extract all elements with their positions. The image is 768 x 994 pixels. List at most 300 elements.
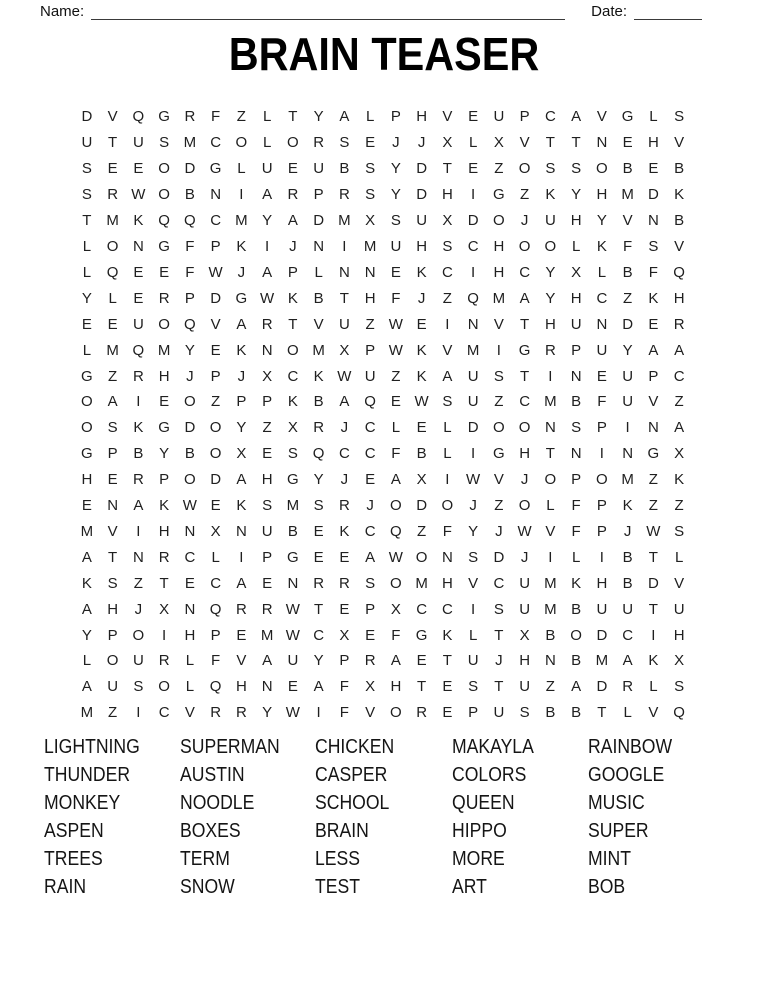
- grid-letter[interactable]: T: [288, 108, 298, 126]
- grid-letter[interactable]: N: [622, 445, 634, 463]
- grid-letter[interactable]: W: [260, 289, 275, 307]
- grid-letter[interactable]: I: [239, 548, 244, 566]
- grid-letter[interactable]: B: [571, 600, 582, 618]
- grid-letter[interactable]: G: [158, 108, 170, 126]
- grid-letter[interactable]: W: [388, 315, 403, 333]
- grid-letter[interactable]: Z: [442, 289, 452, 307]
- grid-letter[interactable]: R: [184, 108, 196, 126]
- grid-letter[interactable]: I: [496, 341, 501, 359]
- grid-letter[interactable]: C: [441, 600, 453, 618]
- grid-letter[interactable]: F: [339, 704, 349, 722]
- grid-letter[interactable]: Y: [313, 108, 324, 126]
- grid-letter[interactable]: F: [391, 289, 401, 307]
- grid-letter[interactable]: D: [210, 289, 222, 307]
- grid-letter[interactable]: V: [313, 315, 324, 333]
- grid-letter[interactable]: E: [596, 367, 607, 385]
- grid-letter[interactable]: A: [622, 652, 633, 670]
- grid-letter[interactable]: S: [262, 497, 273, 515]
- grid-letter[interactable]: Q: [673, 263, 685, 281]
- grid-letter[interactable]: L: [262, 134, 272, 152]
- grid-letter[interactable]: J: [237, 367, 246, 385]
- grid-letter[interactable]: L: [649, 108, 658, 126]
- grid-letter[interactable]: C: [493, 574, 505, 592]
- grid-letter[interactable]: U: [519, 600, 531, 618]
- grid-letter[interactable]: O: [570, 626, 582, 644]
- grid-letter[interactable]: F: [571, 497, 581, 515]
- grid-letter[interactable]: R: [132, 367, 144, 385]
- grid-letter[interactable]: U: [673, 600, 685, 618]
- grid-letter[interactable]: T: [520, 367, 530, 385]
- grid-letter[interactable]: Z: [648, 471, 658, 489]
- grid-letter[interactable]: F: [391, 626, 401, 644]
- grid-letter[interactable]: I: [265, 237, 270, 255]
- grid-letter[interactable]: O: [596, 160, 608, 178]
- grid-letter[interactable]: C: [544, 108, 556, 126]
- grid-letter[interactable]: H: [493, 237, 505, 255]
- grid-letter[interactable]: U: [416, 212, 428, 230]
- grid-letter[interactable]: I: [548, 548, 553, 566]
- grid-letter[interactable]: C: [416, 600, 428, 618]
- grid-letter[interactable]: P: [262, 393, 273, 411]
- grid-letter[interactable]: U: [519, 678, 531, 696]
- grid-letter[interactable]: V: [236, 652, 247, 670]
- grid-letter[interactable]: H: [519, 445, 531, 463]
- grid-letter[interactable]: D: [416, 160, 428, 178]
- grid-letter[interactable]: I: [136, 393, 141, 411]
- grid-letter[interactable]: O: [81, 419, 93, 437]
- name-blank-line[interactable]: [91, 5, 565, 20]
- grid-letter[interactable]: T: [442, 652, 452, 670]
- grid-letter[interactable]: F: [185, 263, 195, 281]
- grid-letter[interactable]: V: [622, 212, 633, 230]
- grid-letter[interactable]: C: [364, 419, 376, 437]
- grid-letter[interactable]: P: [519, 108, 530, 126]
- grid-letter[interactable]: G: [647, 445, 660, 463]
- grid-letter[interactable]: N: [544, 419, 556, 437]
- grid-letter[interactable]: Y: [390, 186, 401, 204]
- grid-letter[interactable]: R: [313, 419, 325, 437]
- grid-letter[interactable]: S: [468, 548, 479, 566]
- grid-letter[interactable]: N: [647, 419, 659, 437]
- grid-letter[interactable]: F: [211, 652, 221, 670]
- grid-letter[interactable]: E: [184, 574, 195, 592]
- grid-letter[interactable]: Q: [673, 704, 685, 722]
- grid-letter[interactable]: X: [442, 212, 453, 230]
- grid-letter[interactable]: U: [132, 134, 144, 152]
- grid-letter[interactable]: N: [184, 600, 196, 618]
- grid-letter[interactable]: E: [107, 315, 118, 333]
- grid-letter[interactable]: U: [107, 678, 119, 696]
- grid-letter[interactable]: V: [442, 341, 453, 359]
- grid-letter[interactable]: V: [365, 704, 376, 722]
- grid-letter[interactable]: I: [239, 186, 244, 204]
- grid-letter[interactable]: V: [493, 315, 504, 333]
- grid-letter[interactable]: B: [571, 652, 582, 670]
- grid-letter[interactable]: C: [441, 263, 453, 281]
- grid-letter[interactable]: S: [313, 497, 324, 515]
- grid-letter[interactable]: P: [596, 522, 607, 540]
- grid-letter[interactable]: O: [415, 548, 428, 566]
- grid-letter[interactable]: F: [391, 445, 401, 463]
- grid-letter[interactable]: H: [184, 626, 196, 644]
- grid-letter[interactable]: X: [416, 471, 427, 489]
- grid-letter[interactable]: Y: [184, 341, 195, 359]
- grid-letter[interactable]: V: [596, 108, 607, 126]
- grid-letter[interactable]: B: [545, 704, 556, 722]
- grid-letter[interactable]: R: [622, 678, 634, 696]
- grid-letter[interactable]: T: [339, 289, 349, 307]
- grid-letter[interactable]: S: [468, 678, 479, 696]
- grid-letter[interactable]: O: [518, 237, 531, 255]
- grid-letter[interactable]: M: [260, 626, 274, 644]
- grid-letter[interactable]: M: [415, 574, 428, 592]
- grid-letter[interactable]: A: [648, 341, 659, 359]
- grid-letter[interactable]: R: [158, 289, 170, 307]
- grid-letter[interactable]: E: [159, 263, 170, 281]
- grid-letter[interactable]: R: [338, 497, 350, 515]
- grid-letter[interactable]: I: [599, 548, 604, 566]
- grid-letter[interactable]: J: [417, 289, 426, 307]
- grid-letter[interactable]: J: [366, 497, 374, 515]
- grid-letter[interactable]: I: [136, 522, 141, 540]
- grid-letter[interactable]: O: [596, 471, 608, 489]
- grid-letter[interactable]: T: [108, 548, 118, 566]
- grid-letter[interactable]: S: [545, 160, 556, 178]
- word-search-grid[interactable]: [74, 104, 692, 726]
- grid-letter[interactable]: D: [647, 574, 659, 592]
- grid-letter[interactable]: R: [313, 574, 325, 592]
- grid-letter[interactable]: S: [519, 704, 530, 722]
- grid-letter[interactable]: C: [673, 367, 685, 385]
- grid-letter[interactable]: H: [673, 626, 685, 644]
- grid-letter[interactable]: A: [262, 263, 273, 281]
- grid-letter[interactable]: V: [674, 237, 685, 255]
- grid-letter[interactable]: E: [365, 134, 376, 152]
- grid-letter[interactable]: A: [313, 678, 324, 696]
- grid-letter[interactable]: R: [338, 574, 350, 592]
- grid-letter[interactable]: N: [132, 237, 144, 255]
- grid-letter[interactable]: P: [365, 600, 376, 618]
- grid-letter[interactable]: O: [518, 497, 531, 515]
- grid-letter[interactable]: H: [390, 678, 402, 696]
- grid-letter[interactable]: N: [261, 341, 273, 359]
- grid-letter[interactable]: Z: [648, 497, 658, 515]
- grid-letter[interactable]: O: [158, 678, 170, 696]
- grid-letter[interactable]: L: [185, 678, 195, 696]
- grid-letter[interactable]: U: [261, 522, 273, 540]
- grid-letter[interactable]: A: [262, 186, 273, 204]
- grid-letter[interactable]: Z: [494, 393, 504, 411]
- grid-letter[interactable]: Y: [571, 186, 582, 204]
- grid-letter[interactable]: U: [622, 367, 634, 385]
- grid-letter[interactable]: Z: [545, 678, 555, 696]
- grid-letter[interactable]: T: [82, 212, 92, 230]
- grid-letter[interactable]: T: [314, 600, 324, 618]
- grid-letter[interactable]: Q: [364, 393, 376, 411]
- grid-letter[interactable]: K: [287, 289, 298, 307]
- grid-letter[interactable]: N: [364, 263, 376, 281]
- grid-letter[interactable]: J: [520, 471, 529, 489]
- grid-letter[interactable]: J: [289, 237, 297, 255]
- grid-letter[interactable]: K: [596, 237, 607, 255]
- grid-letter[interactable]: M: [80, 522, 94, 540]
- grid-letter[interactable]: T: [648, 600, 658, 618]
- grid-letter[interactable]: B: [313, 393, 324, 411]
- grid-letter[interactable]: J: [340, 471, 349, 489]
- grid-letter[interactable]: E: [648, 315, 659, 333]
- grid-letter[interactable]: K: [81, 574, 92, 592]
- grid-letter[interactable]: V: [210, 315, 221, 333]
- grid-letter[interactable]: E: [210, 497, 221, 515]
- grid-letter[interactable]: S: [365, 186, 376, 204]
- grid-letter[interactable]: L: [82, 263, 92, 281]
- grid-letter[interactable]: U: [467, 367, 479, 385]
- grid-letter[interactable]: Y: [468, 522, 479, 540]
- grid-letter[interactable]: M: [595, 652, 609, 670]
- grid-letter[interactable]: C: [158, 704, 170, 722]
- grid-letter[interactable]: A: [81, 548, 92, 566]
- grid-letter[interactable]: P: [571, 341, 582, 359]
- grid-letter[interactable]: Z: [494, 160, 504, 178]
- grid-letter[interactable]: C: [184, 548, 196, 566]
- grid-letter[interactable]: E: [648, 160, 659, 178]
- grid-letter[interactable]: R: [416, 704, 428, 722]
- grid-letter[interactable]: B: [674, 212, 685, 230]
- grid-letter[interactable]: S: [339, 134, 350, 152]
- grid-letter[interactable]: S: [571, 160, 582, 178]
- grid-letter[interactable]: K: [545, 186, 556, 204]
- grid-letter[interactable]: N: [287, 574, 299, 592]
- grid-letter[interactable]: B: [184, 445, 195, 463]
- grid-letter[interactable]: B: [287, 522, 298, 540]
- grid-letter[interactable]: U: [467, 652, 479, 670]
- grid-letter[interactable]: K: [622, 497, 633, 515]
- grid-letter[interactable]: E: [622, 134, 633, 152]
- grid-letter[interactable]: T: [442, 160, 452, 178]
- grid-letter[interactable]: W: [466, 471, 481, 489]
- grid-letter[interactable]: V: [493, 471, 504, 489]
- grid-letter[interactable]: K: [236, 341, 247, 359]
- grid-letter[interactable]: A: [262, 652, 273, 670]
- grid-letter[interactable]: K: [416, 263, 427, 281]
- grid-letter[interactable]: P: [390, 108, 401, 126]
- grid-letter[interactable]: T: [597, 704, 607, 722]
- grid-letter[interactable]: Y: [262, 704, 273, 722]
- grid-letter[interactable]: C: [519, 393, 531, 411]
- grid-letter[interactable]: Q: [390, 522, 402, 540]
- grid-letter[interactable]: W: [285, 626, 300, 644]
- grid-letter[interactable]: N: [596, 315, 608, 333]
- grid-letter[interactable]: E: [339, 600, 350, 618]
- grid-letter[interactable]: C: [210, 212, 222, 230]
- grid-letter[interactable]: Z: [391, 367, 401, 385]
- grid-letter[interactable]: T: [288, 315, 298, 333]
- grid-letter[interactable]: W: [182, 497, 197, 515]
- grid-letter[interactable]: O: [132, 626, 145, 644]
- grid-letter[interactable]: L: [82, 652, 92, 670]
- grid-letter[interactable]: S: [442, 393, 453, 411]
- grid-letter[interactable]: C: [596, 289, 608, 307]
- grid-letter[interactable]: M: [492, 289, 506, 307]
- grid-letter[interactable]: V: [545, 522, 556, 540]
- grid-letter[interactable]: X: [210, 522, 221, 540]
- grid-letter[interactable]: H: [596, 574, 608, 592]
- grid-letter[interactable]: A: [674, 341, 685, 359]
- grid-letter[interactable]: E: [442, 678, 453, 696]
- grid-letter[interactable]: L: [314, 263, 323, 281]
- grid-letter[interactable]: V: [468, 574, 479, 592]
- grid-letter[interactable]: E: [210, 341, 221, 359]
- grid-letter[interactable]: E: [107, 471, 118, 489]
- grid-letter[interactable]: P: [571, 471, 582, 489]
- grid-letter[interactable]: J: [186, 367, 194, 385]
- grid-letter[interactable]: A: [519, 289, 530, 307]
- grid-letter[interactable]: I: [342, 237, 347, 255]
- grid-letter[interactable]: R: [364, 652, 376, 670]
- grid-letter[interactable]: E: [365, 471, 376, 489]
- grid-letter[interactable]: M: [80, 704, 94, 722]
- grid-letter[interactable]: S: [365, 574, 376, 592]
- grid-letter[interactable]: A: [365, 548, 376, 566]
- grid-letter[interactable]: U: [493, 108, 505, 126]
- grid-letter[interactable]: M: [183, 134, 197, 152]
- grid-letter[interactable]: V: [519, 134, 530, 152]
- grid-letter[interactable]: E: [262, 445, 273, 463]
- grid-letter[interactable]: O: [184, 393, 196, 411]
- grid-letter[interactable]: L: [546, 497, 555, 515]
- grid-letter[interactable]: V: [648, 393, 659, 411]
- grid-letter[interactable]: O: [209, 419, 222, 437]
- grid-letter[interactable]: D: [416, 186, 428, 204]
- grid-letter[interactable]: T: [571, 134, 581, 152]
- grid-letter[interactable]: Z: [623, 289, 633, 307]
- grid-letter[interactable]: X: [519, 626, 530, 644]
- grid-letter[interactable]: X: [262, 367, 273, 385]
- grid-letter[interactable]: O: [106, 652, 119, 670]
- grid-letter[interactable]: S: [493, 600, 504, 618]
- date-blank-line[interactable]: [634, 5, 702, 20]
- grid-letter[interactable]: I: [316, 704, 321, 722]
- grid-letter[interactable]: W: [208, 263, 223, 281]
- grid-letter[interactable]: N: [570, 367, 582, 385]
- grid-letter[interactable]: O: [390, 574, 402, 592]
- grid-letter[interactable]: N: [313, 237, 325, 255]
- grid-letter[interactable]: Y: [262, 212, 273, 230]
- grid-letter[interactable]: D: [313, 212, 325, 230]
- grid-letter[interactable]: I: [471, 263, 476, 281]
- grid-letter[interactable]: N: [184, 522, 196, 540]
- grid-letter[interactable]: R: [338, 186, 350, 204]
- grid-letter[interactable]: U: [544, 212, 556, 230]
- grid-letter[interactable]: U: [364, 367, 376, 385]
- grid-letter[interactable]: S: [493, 367, 504, 385]
- grid-letter[interactable]: U: [132, 315, 144, 333]
- grid-letter[interactable]: E: [390, 393, 401, 411]
- grid-letter[interactable]: E: [313, 522, 324, 540]
- grid-letter[interactable]: H: [647, 134, 659, 152]
- grid-letter[interactable]: O: [441, 497, 454, 515]
- grid-letter[interactable]: E: [365, 626, 376, 644]
- grid-letter[interactable]: G: [81, 367, 93, 385]
- grid-letter[interactable]: H: [416, 108, 428, 126]
- grid-letter[interactable]: D: [596, 678, 608, 696]
- grid-letter[interactable]: G: [158, 419, 170, 437]
- grid-letter[interactable]: Q: [184, 212, 196, 230]
- grid-letter[interactable]: Z: [494, 497, 504, 515]
- grid-letter[interactable]: P: [159, 471, 170, 489]
- grid-letter[interactable]: V: [107, 108, 118, 126]
- grid-letter[interactable]: W: [337, 367, 352, 385]
- grid-letter[interactable]: U: [622, 393, 634, 411]
- grid-letter[interactable]: S: [107, 419, 118, 437]
- grid-letter[interactable]: N: [467, 315, 479, 333]
- grid-letter[interactable]: Q: [467, 289, 479, 307]
- grid-letter[interactable]: K: [236, 497, 247, 515]
- grid-letter[interactable]: R: [235, 704, 247, 722]
- grid-letter[interactable]: U: [596, 600, 608, 618]
- grid-letter[interactable]: Z: [674, 497, 684, 515]
- grid-letter[interactable]: O: [158, 160, 170, 178]
- grid-letter[interactable]: Y: [313, 652, 324, 670]
- grid-letter[interactable]: E: [390, 263, 401, 281]
- grid-letter[interactable]: D: [416, 497, 428, 515]
- grid-letter[interactable]: I: [651, 626, 656, 644]
- grid-letter[interactable]: P: [365, 341, 376, 359]
- grid-letter[interactable]: O: [287, 341, 299, 359]
- grid-letter[interactable]: M: [235, 212, 248, 230]
- grid-letter[interactable]: L: [674, 548, 684, 566]
- grid-letter[interactable]: U: [622, 600, 634, 618]
- grid-letter[interactable]: F: [185, 237, 195, 255]
- grid-letter[interactable]: M: [363, 237, 377, 255]
- grid-letter[interactable]: K: [648, 289, 659, 307]
- grid-letter[interactable]: Y: [81, 289, 92, 307]
- grid-letter[interactable]: F: [211, 108, 221, 126]
- grid-letter[interactable]: D: [467, 419, 479, 437]
- grid-letter[interactable]: W: [414, 393, 429, 411]
- grid-letter[interactable]: A: [107, 393, 118, 411]
- grid-letter[interactable]: Q: [209, 600, 222, 618]
- grid-letter[interactable]: O: [493, 212, 505, 230]
- grid-letter[interactable]: O: [209, 445, 222, 463]
- grid-letter[interactable]: X: [493, 134, 504, 152]
- grid-letter[interactable]: M: [338, 212, 351, 230]
- grid-letter[interactable]: S: [107, 574, 118, 592]
- grid-letter[interactable]: A: [390, 652, 401, 670]
- grid-letter[interactable]: I: [471, 445, 476, 463]
- grid-letter[interactable]: Y: [545, 263, 556, 281]
- grid-letter[interactable]: E: [81, 497, 92, 515]
- grid-letter[interactable]: B: [184, 186, 195, 204]
- grid-letter[interactable]: X: [442, 134, 453, 152]
- grid-letter[interactable]: E: [442, 704, 453, 722]
- grid-letter[interactable]: R: [544, 341, 556, 359]
- grid-letter[interactable]: C: [210, 574, 222, 592]
- grid-letter[interactable]: E: [159, 393, 170, 411]
- grid-letter[interactable]: L: [82, 341, 92, 359]
- grid-letter[interactable]: U: [467, 393, 479, 411]
- grid-letter[interactable]: Z: [674, 393, 684, 411]
- grid-letter[interactable]: R: [235, 600, 247, 618]
- grid-letter[interactable]: K: [674, 186, 685, 204]
- grid-letter[interactable]: O: [235, 134, 248, 152]
- grid-letter[interactable]: R: [261, 315, 273, 333]
- grid-letter[interactable]: S: [81, 186, 92, 204]
- grid-letter[interactable]: I: [445, 471, 450, 489]
- grid-letter[interactable]: J: [623, 522, 632, 540]
- grid-letter[interactable]: D: [184, 160, 196, 178]
- grid-letter[interactable]: A: [390, 471, 401, 489]
